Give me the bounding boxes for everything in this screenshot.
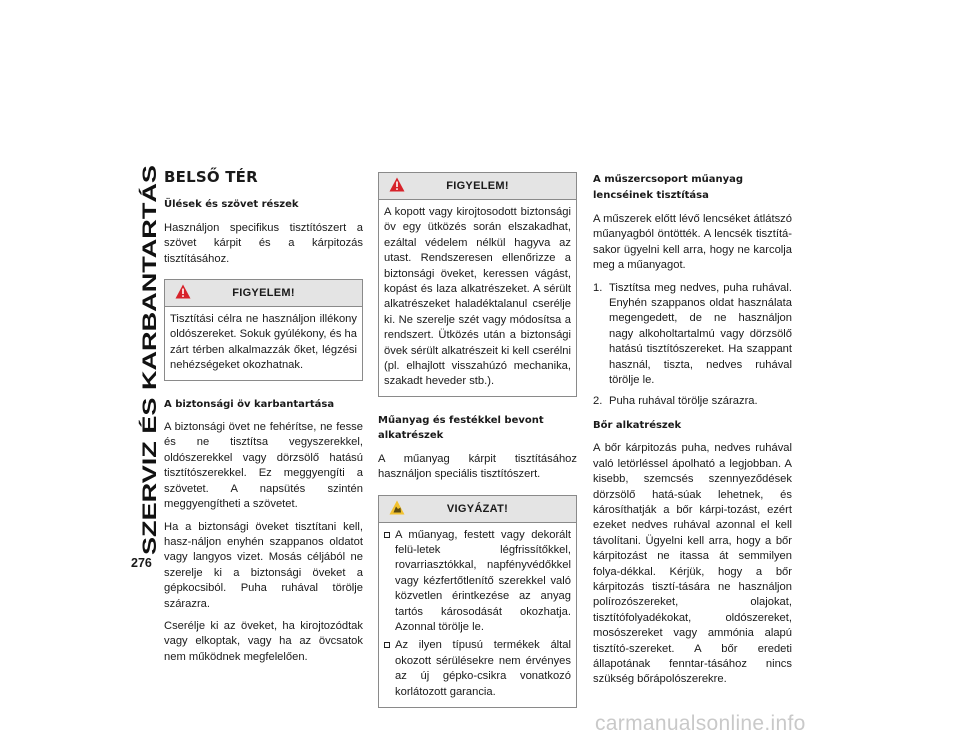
- page-number: 276: [131, 556, 152, 570]
- step-number: 1.: [593, 281, 603, 294]
- paragraph-seats: Használjon specifikus tisztítószert a szövet kárpit és a kárpitozás tisztításához.: [164, 221, 363, 265]
- paragraph-belt-3: Cserélje ki az öveket, ha kirojtozódtak vagy elkoptak, vagy ha az övcsatok nem működnek megfelelően.: [164, 619, 363, 663]
- section-title: BELSŐ TÉR: [164, 168, 258, 186]
- step-number: 2.: [593, 395, 603, 408]
- paragraph-lens: A műszerek előtt lévő lencséket átlátszó műanyagból öntötték. A lencsék tisztítá-sakor ügyelni kell arra, hogy ne karcolja meg a műanyagot.: [593, 213, 792, 272]
- side-tab-svg: [130, 160, 160, 560]
- heading-seats: Ülések és szövet részek: [164, 199, 299, 211]
- list-item: [593, 394, 792, 409]
- watermark: carmanualsonline.info: [595, 712, 806, 735]
- list-item: [384, 638, 571, 700]
- warning-box-solvents: [164, 279, 363, 381]
- section-side-tab: [130, 160, 160, 560]
- caution-list: [384, 528, 571, 700]
- side-tab-label: SZERVIZ ÉS KARBANTARTÁS: [139, 274, 160, 555]
- caution-body: [379, 523, 576, 707]
- paragraph-leather: A bőr kárpitozás puha, nedves ruhával való letörléssel ápolható a legjobban. A kisebb, szemcsés szennyeződések dörzsölő hatá-súak lehetnek, és károsíthatják a bőr kárpi-tozást, ezért ezeket nedves ruhával azonnal el kell távolítani. Ügyelni kell arra, hogy a bőr kárpitozást ne itassa át semmilyen folya-dékkal. Kérjük, hogy a bőr kárpitozás tisztí-tására ne használjon polírozószereket, olajokat, tisztítófolyadékokat, oldószereket, mosószereket vagy ammónia alapú tisztító-szereket. A bőr eredeti állapotának fenntar-tásához nincs szükség bőrápolószerekre.: [593, 442, 792, 686]
- step-text: Puha ruhával törölje szárazra.: [609, 395, 758, 408]
- paragraph-plastic: A műanyag kárpit tisztításához használjon speciális tisztítószert.: [378, 452, 577, 481]
- warning-text: A kopott vagy kirojtosodott biztonsági öv egy ütközés során elszakadhat, ezáltal védelem nélkül hagyva az utast. Rendszeresen ellenőrizze a biztonsági öveket, keressen vágást, kopást és laza alkatrészeket. A sérült alkatrészeket haladéktalanul cserélje ki. Ne szerelje szét vagy módosítsa a rendszert. Ütközés után a biztonsági övek sérült alkatrészeit ki kell cserélni (pl. elhajlott visszahúzó mechanika, szakadt heveder stb.).: [384, 206, 571, 388]
- heading-leather: Bőr alkatrészek: [593, 419, 682, 431]
- paragraph-belt-2: Ha a biztonsági öveket tisztítani kell, hasz-náljon enyhén szappanos oldatot vagy langyos vizet. Mosás céljából ne szerelje ki a biztonsági öveket a gépkocsiból. Puha ruhával törölje szárazra.: [164, 520, 363, 610]
- warning-body: [379, 200, 576, 396]
- heading-lens: A műszercsoport műanyag lencséinek tisztítása: [593, 174, 744, 201]
- heading-belt: A biztonsági öv karbantartása: [164, 398, 335, 410]
- warning-text: Tisztítási célra ne használjon illékony oldószereket. Sokuk gyúlékony, és ha zárt térben alkalmazzák őket, légzési nehézségeket okozhatnak.: [170, 313, 357, 372]
- square-bullet-icon: [384, 642, 390, 648]
- column-middle: [378, 172, 577, 724]
- heading-plastic: Műanyag és festékkel bevont alkatrészek: [378, 414, 544, 442]
- warning-box-seatbelt: [378, 172, 577, 397]
- warning-title: FIGYELEM!: [232, 287, 295, 300]
- steps-list: [593, 281, 792, 410]
- warning-body: [165, 307, 362, 380]
- list-item: [384, 528, 571, 636]
- warning-box-header: [379, 173, 576, 200]
- list-item: [593, 281, 792, 389]
- paragraph-belt-1: A biztonsági övet ne fehérítse, ne fesse és ne tisztítsa vegyszerekkel, oldószerekkel vagy dörzsölő hatású tisztítószerekkel. Ez meggyengíti a szövetet. A napsütés szintén meggyengítheti a szövetet.: [164, 421, 363, 511]
- column-left: [164, 166, 363, 672]
- warning-title: FIGYELEM!: [446, 180, 509, 192]
- caution-item-text: Az ilyen típusú termékek által okozott sérülésekre nem érvényes az új gépko-csikra vonatkozó korlátozott garancia.: [395, 639, 571, 698]
- column-right: [593, 172, 792, 695]
- caution-item-text: A műanyag, festett vagy dekorált felü-letek légfrissítőkkel, rovarriasztókkal, napfényvédőkkel vagy kézfertőtlenítő szerekkel való közvetlen érintkezése az anyag tartós károsodását okozhatja. Azonnal törölje le.: [395, 528, 571, 633]
- caution-box: [378, 495, 577, 708]
- warning-box-header: [165, 280, 362, 307]
- step-text: Tisztítsa meg nedves, puha ruhával. Enyhén szappanos oldat használata megengedett, de ne használjon nagy alkoholtartalmú vagy dörzsölő hatású tisztítószereket. Ha szappant használ, tiszta, nedves ruhával törölje le.: [609, 281, 792, 387]
- caution-box-header: [379, 496, 576, 523]
- caution-title: VIGYÁZAT!: [446, 502, 509, 515]
- square-bullet-icon: [384, 532, 390, 538]
